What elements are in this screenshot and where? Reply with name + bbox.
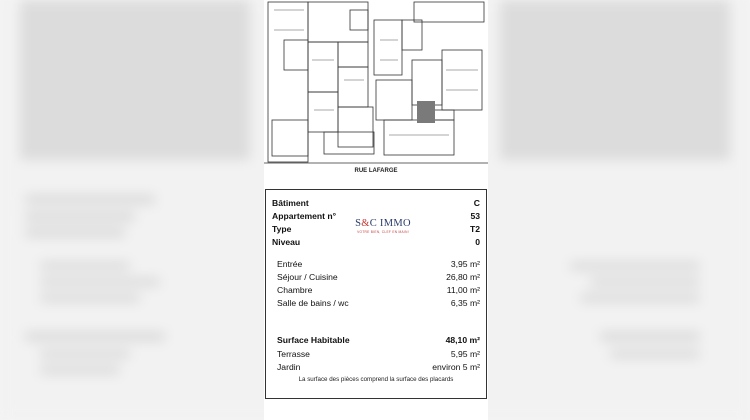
room-row [277,272,480,282]
row-niveau [272,237,480,247]
room-label: Séjour / Cuisine [277,272,338,282]
floor-plan [264,0,488,176]
room-label: Entrée [277,259,303,269]
surface-habitable-value: 48,10 m² [445,335,480,345]
logo-name-left: S [355,218,362,229]
niveau-label: Niveau [272,237,301,247]
room-row [277,285,480,295]
room-value: 6,35 m² [450,298,480,308]
row-surface-habitable [277,335,480,345]
niveau-value: 0 [475,237,480,247]
row-batiment [272,198,480,208]
appartement-value: 53 [470,211,480,221]
row-jardin [277,362,480,372]
surface-habitable-label: Surface Habitable [277,335,350,345]
room-label: Salle de bains / wc [277,298,349,308]
row-terrasse [277,349,480,359]
batiment-label: Bâtiment [272,198,309,208]
street-label: RUE LAFARGE [354,168,398,174]
room-row [277,298,480,308]
room-row [277,259,480,269]
logo-name-amp: & [361,218,370,229]
surface-note: La surface des pièces comprend la surface des placards [298,376,454,383]
terrasse-label: Terrasse [277,349,310,359]
appartement-label: Appartement n° [272,211,337,221]
jardin-value: environ 5 m² [432,362,480,372]
type-label: Type [272,224,292,234]
room-label: Chambre [277,285,313,295]
plan-document [264,0,488,420]
type-value: T2 [469,224,480,234]
jardin-label: Jardin [277,362,301,372]
room-value: 11,00 m² [446,285,480,295]
logo-tagline: VOTRE BIEN, CLEF EN MAIN! [357,230,409,234]
batiment-value: C [473,198,480,208]
apartment-info-table [265,189,487,399]
logo-name-right: C IMMO [369,218,411,229]
room-value: 26,80 m² [446,272,480,282]
terrasse-value: 5,95 m² [450,349,480,359]
apartment-highlight [417,101,435,123]
sc-immo-logo [348,218,418,234]
room-value: 3,95 m² [450,259,480,269]
